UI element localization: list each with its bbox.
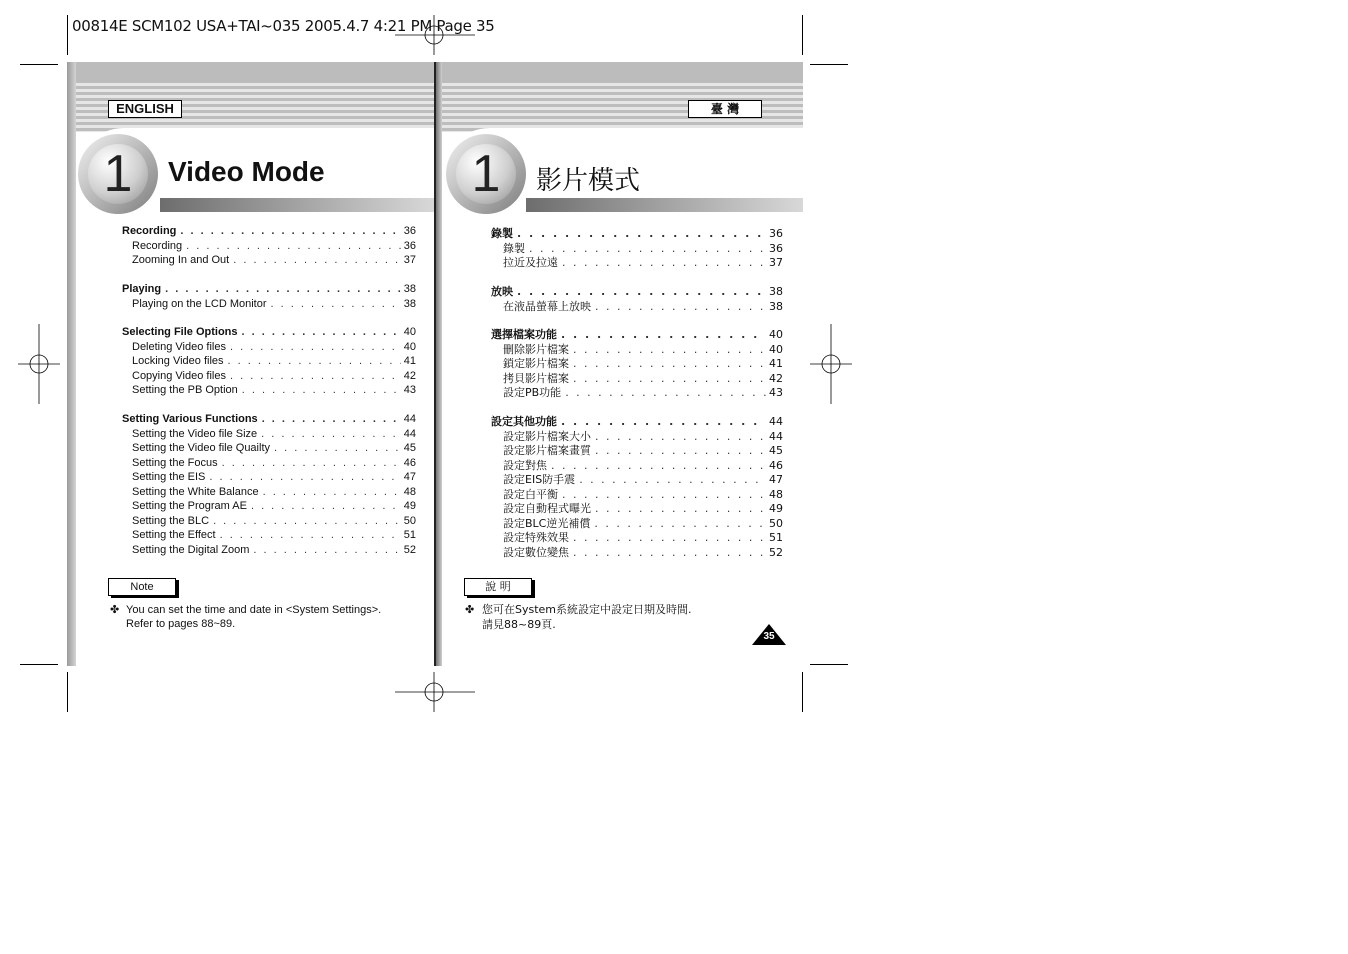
toc-label: Recording [132, 239, 183, 252]
toc-label: Recording [122, 225, 177, 237]
toc-label: Setting the EIS [132, 471, 206, 483]
toc-page-number: 38 [403, 297, 416, 310]
note-line: You can set the time and date in <System Settings>. [126, 604, 382, 616]
toc-label: 鎖定影片檔案 [503, 357, 569, 370]
toc-page-number: 46 [403, 456, 416, 469]
toc-page-number: 37 [769, 256, 783, 269]
toc-leader-dots [180, 225, 400, 237]
toc-page-number: 44 [769, 415, 783, 428]
registration-mark-icon [18, 324, 60, 404]
toc-page-number: 40 [403, 340, 416, 353]
toc-leader-dots [594, 517, 766, 530]
toc-label: 設定其他功能 [491, 415, 557, 428]
registration-mark-icon [395, 15, 475, 55]
toc-section-heading [491, 283, 783, 297]
toc-leader-dots [595, 300, 766, 313]
toc-page-number: 43 [403, 384, 416, 396]
toc-section-heading [122, 283, 416, 297]
toc-leader-dots [595, 430, 766, 443]
toc-page-number: 42 [769, 371, 783, 385]
toc-leader-dots [562, 256, 766, 269]
toc-page-number: 47 [769, 473, 783, 486]
toc-leader-dots [517, 285, 766, 298]
toc-page-number: 41 [769, 357, 783, 370]
toc-leader-dots [242, 384, 401, 396]
toc-entry [132, 298, 416, 312]
toc-page-number: 48 [769, 487, 783, 501]
chapter-badge [446, 134, 526, 214]
page-title: Video Mode [168, 156, 325, 187]
toc-entry [503, 254, 783, 268]
toc-label: 設定PB功能 [503, 386, 562, 399]
note-label: 說 明 [464, 578, 532, 596]
toc-entry [132, 515, 416, 529]
toc-label: 設定數位變焦 [503, 545, 569, 559]
toc-leader-dots [209, 471, 400, 483]
toc-leader-dots [228, 355, 401, 367]
toc-entry [132, 428, 416, 442]
toc-leader-dots [573, 343, 766, 356]
toc-page-number: 51 [769, 531, 783, 544]
toc-entry [132, 355, 416, 369]
toc-label: 設定影片檔案大小 [503, 429, 591, 443]
toc-label: Setting the Program AE [132, 500, 247, 512]
toc-label: Setting the PB Option [132, 384, 238, 396]
toc-leader-dots [595, 502, 766, 515]
toc-label: Setting the Digital Zoom [132, 543, 250, 556]
toc-page-number: 40 [403, 326, 416, 338]
toc-label: Setting the Effect [132, 529, 216, 541]
toc-page-number: 40 [769, 342, 783, 356]
toc-label: Setting the White Balance [132, 485, 259, 498]
language-tab-english: ENGLISH [108, 100, 182, 118]
toc-label: Setting the Focus [132, 456, 218, 469]
toc-page-number: 44 [403, 427, 416, 440]
toc-page-number: 36 [403, 239, 416, 252]
toc-section-heading [491, 326, 783, 340]
toc-entry [132, 341, 416, 355]
toc-entry [132, 529, 416, 543]
toc-leader-dots [230, 341, 401, 353]
toc-leader-dots [261, 428, 401, 440]
toc-leader-dots [262, 413, 401, 425]
toc-entry [132, 370, 416, 384]
toc-leader-dots [230, 370, 401, 382]
toc-page-number: 36 [769, 227, 783, 240]
toc-label: 設定EIS防手震 [503, 473, 576, 486]
toc-section-heading [491, 225, 783, 239]
toc-label: Playing [122, 283, 162, 295]
toc-page-number: 52 [403, 543, 416, 556]
toc-leader-dots [573, 357, 766, 370]
toc-leader-dots [233, 254, 401, 266]
page-number: 35 [763, 631, 775, 642]
toc-leader-dots [165, 283, 401, 295]
toc-page-number: 46 [769, 458, 783, 472]
toc-leader-dots [222, 457, 401, 469]
toc-page-number: 40 [769, 328, 783, 341]
toc-leader-dots [573, 372, 766, 385]
toc-entry [132, 500, 416, 514]
toc-section-heading [122, 413, 416, 427]
toc-entry [503, 355, 783, 369]
toc-label: Playing on the LCD Monitor [132, 297, 267, 310]
toc-label: Deleting Video files [132, 340, 226, 353]
chapter-badge [78, 134, 158, 214]
note-line: 您可在System系統設定中設定日期及時間. [482, 603, 692, 616]
note-line: 請見88~89頁. [482, 618, 556, 631]
print-header: 00814E SCM102 USA+TAI~035 2005.4.7 4:21 PM Page 35 [72, 17, 495, 35]
toc-label: 設定特殊效果 [503, 531, 569, 544]
toc-page-number: 49 [403, 500, 416, 512]
title-underline-bar [526, 198, 803, 212]
toc-entry [132, 240, 416, 254]
toc-leader-dots [551, 459, 766, 472]
toc-entry [503, 428, 783, 442]
toc-page-number: 37 [403, 254, 416, 266]
toc-label: 拷貝影片檔案 [503, 371, 569, 385]
toc-label: 設定自動程式曝光 [503, 502, 591, 515]
toc-entry [503, 529, 783, 543]
toc-entry [503, 544, 783, 558]
toc-label: Copying Video files [132, 369, 226, 382]
crop-mark [20, 64, 58, 65]
note-bullet-icon: ✤ [465, 604, 475, 616]
toc-page-number: 49 [769, 502, 783, 515]
toc-entry [503, 486, 783, 500]
note-label: Note [108, 578, 176, 596]
toc-label: 拉近及拉遠 [503, 256, 558, 269]
toc-label: Setting the BLC [132, 514, 210, 527]
toc-entry [132, 457, 416, 471]
toc-entry [503, 298, 783, 312]
toc-entry [503, 384, 783, 398]
toc-page-number: 42 [403, 369, 416, 382]
crop-mark [67, 15, 68, 55]
toc-leader-dots [251, 500, 401, 512]
toc-entry [503, 442, 783, 456]
toc-label: 錄製 [491, 227, 513, 240]
toc-leader-dots [263, 486, 401, 498]
toc-leader-dots [562, 488, 766, 501]
toc-leader-dots [579, 473, 766, 486]
toc-label: Setting the Video file Size [132, 427, 258, 440]
toc-entry [503, 240, 783, 254]
toc-page-number: 45 [403, 442, 416, 454]
toc-page-number: 44 [769, 429, 783, 443]
chapter-number: 1 [456, 144, 516, 204]
toc-leader-dots [220, 529, 401, 541]
toc-leader-dots [253, 544, 400, 556]
toc-leader-dots [213, 515, 401, 527]
toc-section-heading [122, 225, 416, 239]
toc-entry [132, 254, 416, 268]
page-title: 影片模式 [536, 166, 641, 196]
language-tab-taiwan: 臺 灣 [688, 100, 762, 118]
toc-label: 設定影片檔案畫質 [503, 444, 591, 457]
crop-mark [810, 664, 848, 665]
registration-mark-icon [395, 672, 475, 712]
toc-leader-dots [274, 442, 401, 454]
toc-label: 設定白平衡 [503, 487, 558, 501]
toc-leader-dots [595, 444, 766, 457]
crop-mark [802, 15, 803, 55]
note-bullet-icon: ✤ [110, 604, 120, 616]
toc-entry [132, 384, 416, 398]
toc-label: 設定對焦 [503, 458, 547, 472]
toc-leader-dots [565, 386, 766, 399]
toc-label: Setting the Video file Quailty [132, 442, 270, 454]
toc-leader-dots [573, 546, 766, 559]
toc-leader-dots [561, 328, 766, 341]
toc-label: Zooming In and Out [132, 254, 230, 266]
toc-leader-dots [271, 298, 401, 310]
toc-page-number: 36 [769, 241, 783, 255]
toc-page-number: 44 [403, 413, 416, 425]
toc-page-number: 38 [403, 283, 416, 295]
toc-page-number: 50 [769, 516, 783, 530]
toc-entry [132, 486, 416, 500]
toc-page-number: 51 [403, 529, 416, 541]
toc-label: 在液晶螢幕上放映 [503, 299, 591, 313]
toc-leader-dots [561, 415, 766, 428]
toc-leader-dots [186, 240, 401, 252]
toc-entry [503, 457, 783, 471]
toc-label: 設定BLC逆光補償 [503, 516, 591, 530]
toc-label: 選擇檔案功能 [491, 328, 557, 341]
left-margin-bar [67, 62, 76, 666]
toc-entry [503, 500, 783, 514]
toc-leader-dots [242, 326, 401, 338]
toc-entry [503, 341, 783, 355]
toc-entry [132, 442, 416, 456]
toc-page-number: 43 [769, 386, 783, 399]
toc-leader-dots [517, 227, 766, 240]
toc-section-heading [491, 413, 783, 427]
toc-page-number: 45 [769, 444, 783, 457]
toc-entry [132, 544, 416, 558]
toc-page-number: 52 [769, 545, 783, 559]
title-underline-bar [160, 198, 434, 212]
note-line: Refer to pages 88~89. [126, 618, 236, 630]
toc-label: 放映 [491, 285, 513, 298]
toc-leader-dots [573, 531, 766, 544]
crop-mark [67, 672, 68, 712]
fold-line [434, 62, 436, 666]
toc-page-number: 38 [769, 285, 783, 298]
toc-page-number: 48 [403, 485, 416, 498]
toc-page-number: 38 [769, 299, 783, 313]
toc-label: Locking Video files [132, 355, 224, 367]
chapter-number: 1 [88, 144, 148, 204]
toc-entry [503, 471, 783, 485]
toc-leader-dots [529, 242, 766, 255]
toc-label: 錄製 [503, 241, 525, 255]
toc-label: Setting Various Functions [122, 413, 258, 425]
toc-page-number: 41 [403, 355, 416, 367]
toc-section-heading [122, 326, 416, 340]
toc-label: 刪除影片檔案 [503, 342, 569, 356]
crop-mark [20, 664, 58, 665]
crop-mark [802, 672, 803, 712]
toc-page-number: 36 [403, 225, 416, 237]
toc-entry [503, 515, 783, 529]
toc-page-number: 47 [403, 471, 416, 483]
crop-mark [810, 64, 848, 65]
toc-label: Selecting File Options [122, 326, 238, 338]
toc-page-number: 50 [403, 514, 416, 527]
registration-mark-icon [810, 324, 852, 404]
toc-entry [132, 471, 416, 485]
toc-entry [503, 370, 783, 384]
